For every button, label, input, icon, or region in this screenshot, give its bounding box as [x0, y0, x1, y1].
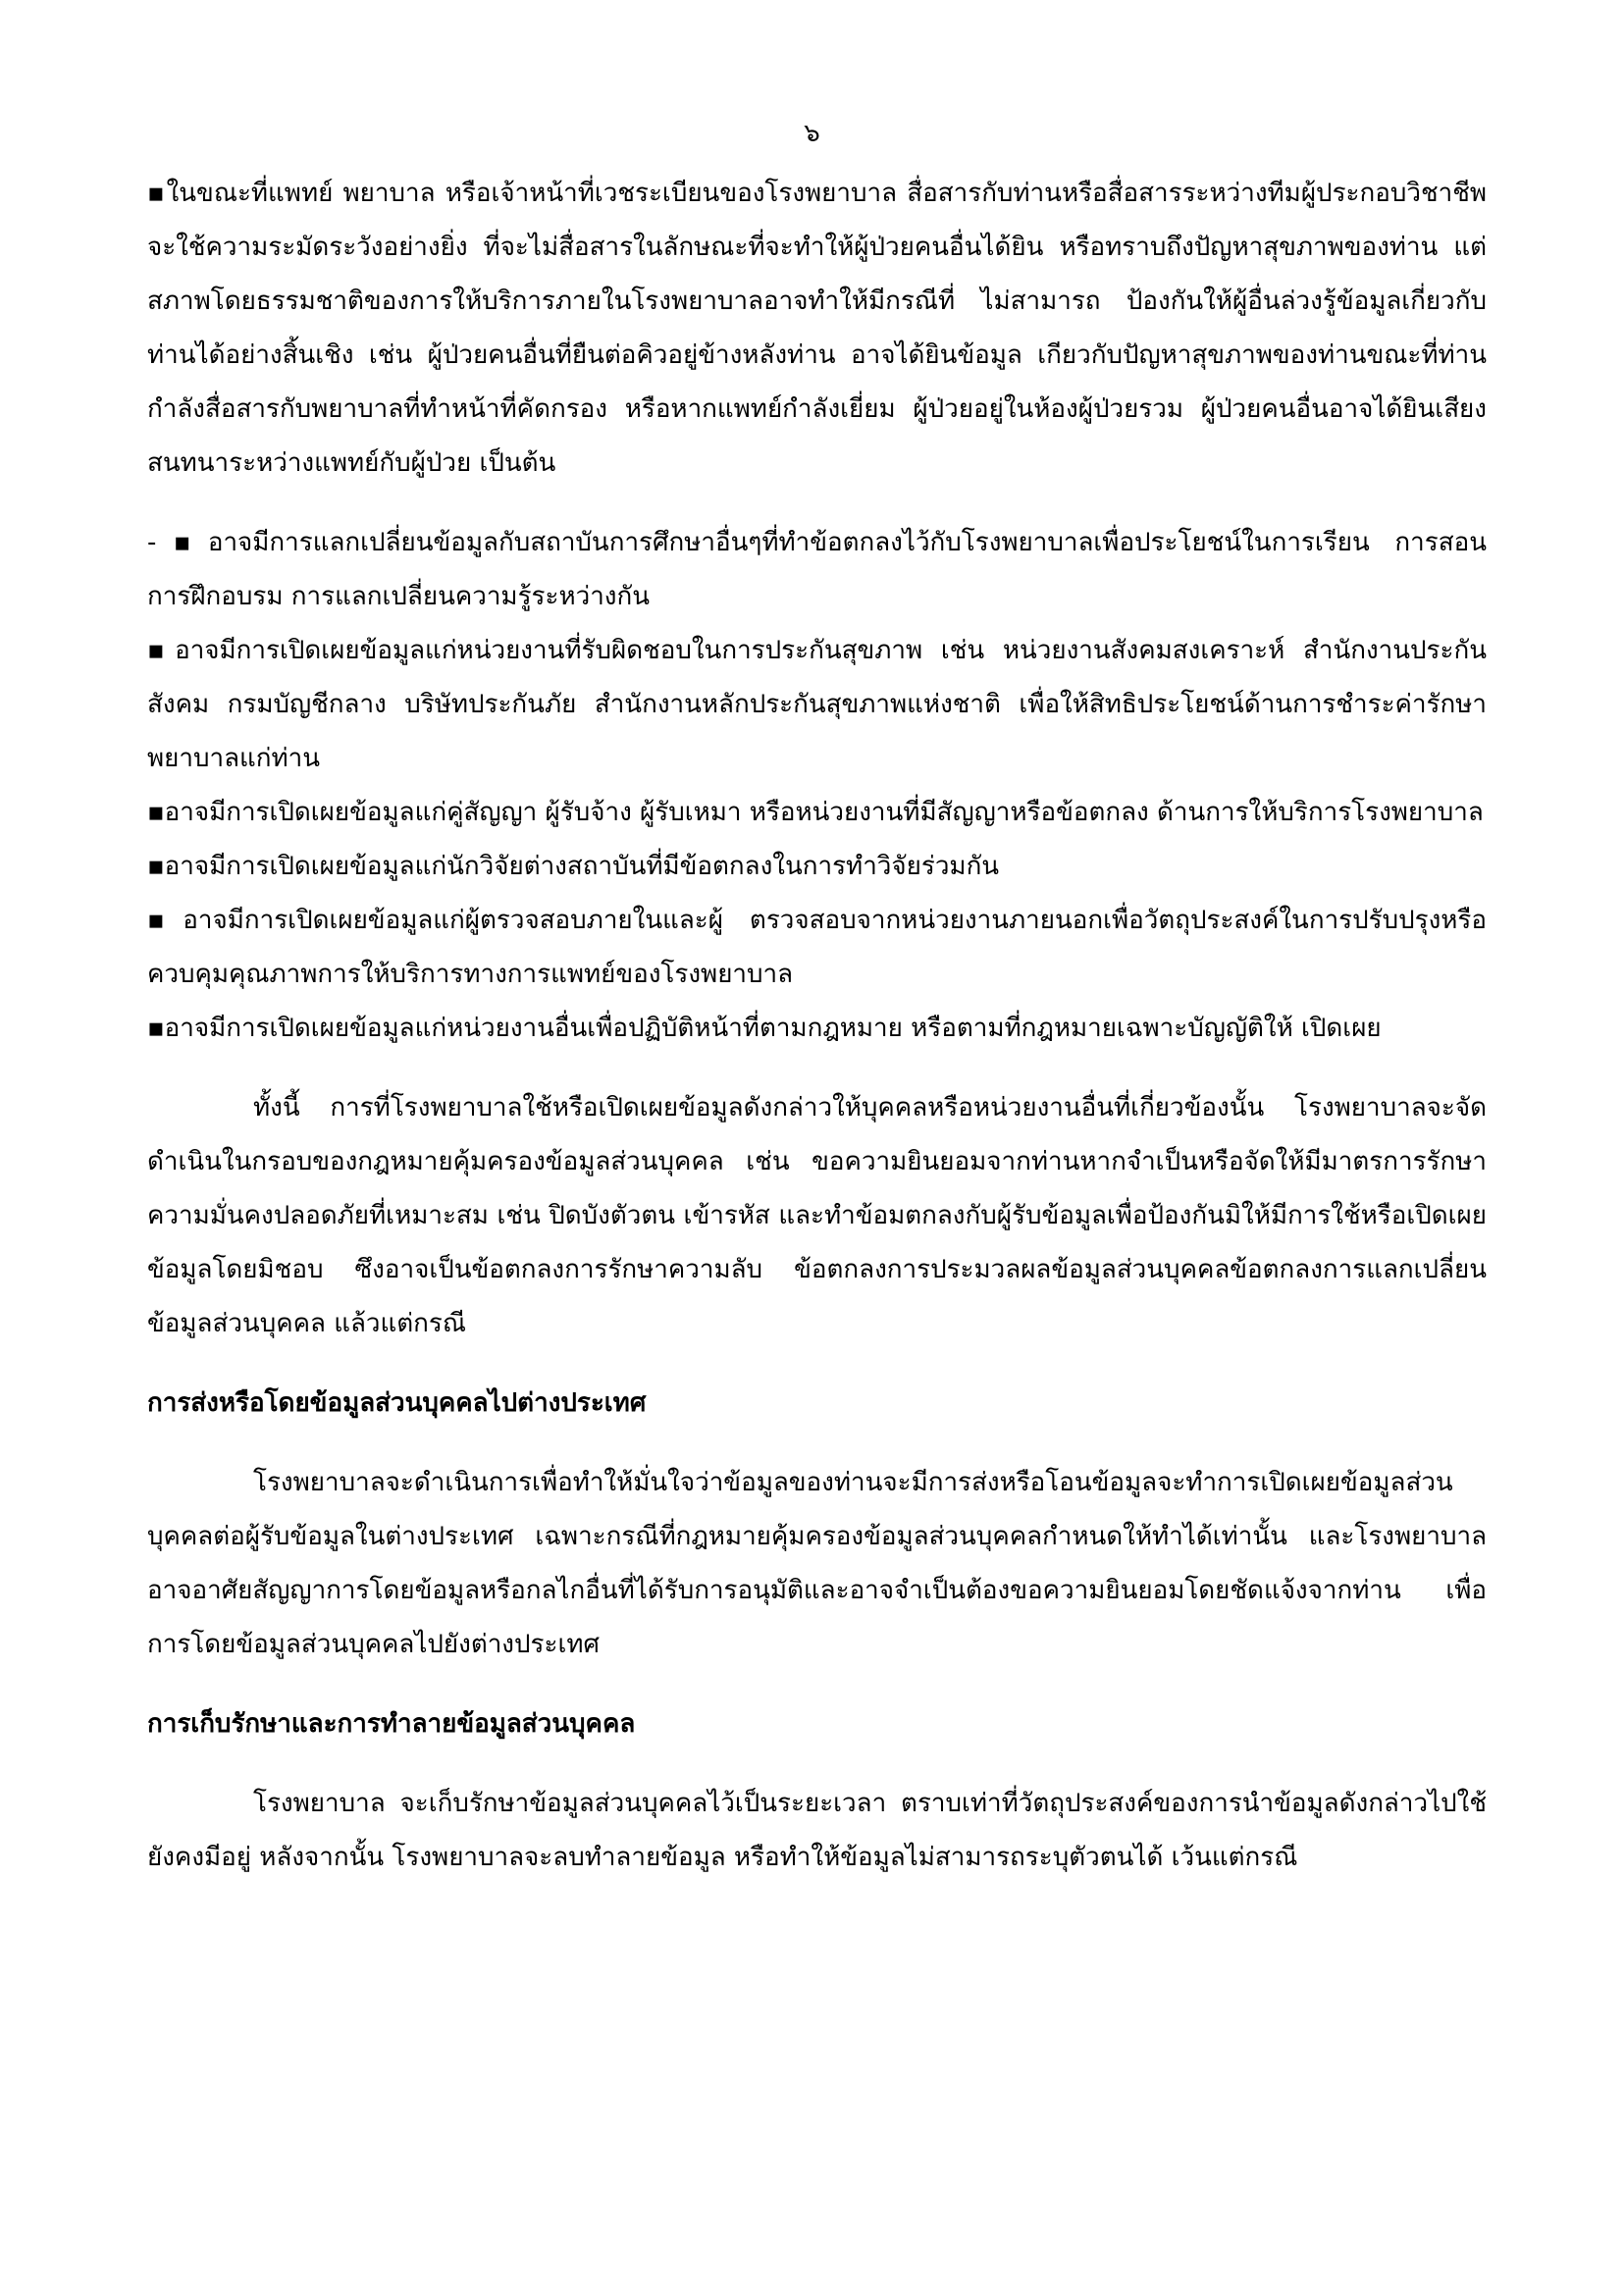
- paragraph-communication-privacy: ▪ในขณะที่แพทย์ พยาบาล หรือเจ้าหน้าที่เวชระเบียนของโรงพยาบาล สื่อสารกับท่านหรือสื่อสารระหว่างทีมผู้ประกอบวิชาชีพ จะใช้ความระมัดระวังอย่างยิ่ง ที่จะไม่สื่อสารในลักษณะที่จะทำให้ผู้ป่วยคนอื่นได้ยิน หรือทราบถึงปัญหาสุขภาพของท่าน แต่สภาพโดยธรรมชาติของการให้บริการภายในโรงพยาบาลอาจทำให้มีกรณีที่ ไม่สามารถ ป้องกันให้ผู้อื่นล่วงรู้ข้อมูลเกี่ยวกับท่านได้อย่างสิ้นเชิง เช่น ผู้ป่วยคนอื่นที่ยืนต่อคิวอยู่ข้างหลังท่าน อาจได้ยินข้อมูล เกียวกับปัญหาสุขภาพของท่านขณะที่ท่านกำลังสื่อสารกับพยาบาลที่ทำหน้าที่คัดกรอง หรือหากแพทย์กำลังเยี่ยม ผู้ป่วยอยู่ในห้องผู้ป่วยรวม ผู้ป่วยคนอื่นอาจได้ยินเสียงสนทนาระหว่างแพทย์กับผู้ป่วย เป็นต้น: [147, 179, 1487, 478]
- list-item: ▪อาจมีการเปิดเผยข้อมูลแก่คู่สัญญา ผู้รับจ้าง ผู้รับเหมา หรือหน่วยงานที่มีสัญญาหรือข้อตกลง ด้านการให้บริการโรงพยาบาล: [147, 798, 1484, 827]
- list-item: ▪อาจมีการเปิดเผยข้อมูลแก่หน่วยงานที่รับผิดชอบในการประกันสุขภาพ เช่น หน่วยงานสังคมสงเคราะห์ สำนักงานประกันสังคม กรมบัญชีกลาง บริษัทประกันภัย สำนักงานหลักประกันสุขภาพแห่งชาติ เพื่อให้สิทธิประโยชน์ด้านการชำระค่ารักษาพยาบาลแก่ท่าน: [147, 636, 1487, 773]
- list-item: ▪อาจมีการเปิดเผยข้อมูลแก่ผู้ตรวจสอบภายในและผู้ ตรวจสอบจากหน่วยงานภายนอกเพื่อวัตถุประสงค์ในการปรับปรุงหรือควบคุมคุณภาพการให้บริการทางการแพทย์ของโรงพยาบาล: [147, 906, 1487, 989]
- page-number: ๖: [804, 119, 820, 148]
- list-item: -▪อาจมีการแลกเปลี่ยนข้อมูลกับสถาบันการศึกษาอื่นๆที่ทำข้อตกลงไว้กับโรงพยาบาลเพื่อประโยชน์ในการเรียน การสอน การฝึกอบรม การแลกเปลี่ยนความรู้ระหว่างกัน: [147, 528, 1487, 611]
- paragraph-transfer: โรงพยาบาลจะดำเนินการเพื่อทำให้มั่นใจว่าข้อมูลของท่านจะมีการส่งหรือโอนข้อมูลจะทำการเปิดเผยข้อมูลส่วนบุคคลต่อผู้รับข้อมูลในต่างประเทศ เฉพาะกรณีที่กฎหมายคุ้มครองข้อมูลส่วนบุคคลกำหนดให้ทำได้เท่านั้น และโรงพยาบาล อาจอาศัยสัญญาการโดยข้อมูลหรือกลไกอื่นที่ได้รับการอนุมัติและอาจจำเป็นต้องขอความยินยอมโดยชัดแจ้งจากท่าน เพื่อการโดยข้อมูลส่วนบุคคลไปยังต่างประเทศ: [147, 1468, 1487, 1659]
- list-item: ▪อาจมีการเปิดเผยข้อมูลแก่หน่วยงานอื่นเพื่อปฏิบัติหน้าที่ตามกฎหมาย หรือตามที่กฎหมายเฉพาะบัญญัติให้ เปิดเผย: [147, 1014, 1382, 1043]
- section-heading-transfer: การส่งหรือโดยข้อมูลส่วนบุคคลไปต่างประเทศ: [147, 1388, 647, 1418]
- disclosure-list: [147, 516, 1487, 1056]
- section-heading-retention: การเก็บรักษาและการทำลายข้อมูลส่วนบุคคล: [147, 1709, 636, 1739]
- paragraph-retention: โรงพยาบาล จะเก็บรักษาข้อมูลส่วนบุคคลไว้เป็นระยะเวลา ตราบเท่าที่วัตถุประสงค์ของการนำข้อมูลดังกล่าวไปใช้ยังคงมีอยู่ หลังจากนั้น โรงพยาบาลจะลบทำลายข้อมูล หรือทำให้ข้อมูลไม่สามารถระบุตัวตนได้ เว้นแต่กรณี: [147, 1789, 1487, 1872]
- document-body: [147, 167, 1487, 1885]
- list-item: ▪อาจมีการเปิดเผยข้อมูลแก่นักวิจัยต่างสถาบันที่มีข้อตกลงในการทำวิจัยร่วมกัน: [147, 852, 1000, 881]
- paragraph-summary: ทั้งนี้ การที่โรงพยาบาลใช้หรือเปิดเผยข้อมูลดังกล่าวให้บุคคลหรือหน่วยงานอื่นที่เกี่ยวข้องนั้น โรงพยาบาลจะจัดดำเนินในกรอบของกฎหมายคุ้มครองข้อมูลส่วนบุคคล เช่น ขอความยินยอมจากท่านหากจำเป็นหรือจัดให้มีมาตรการรักษาความมั่นคงปลอดภัยที่เหมาะสม เช่น ปิดบังตัวตน เข้ารหัส และทำข้อมตกลงกับผู้รับข้อมูลเพื่อป้องกันมิให้มีการใช้หรือเปิดเผยข้อมูลโดยมิชอบ ซึงอาจเป็นข้อตกลงการรักษาความลับ ข้อตกลงการประมวลผลข้อมูลส่วนบุคคลข้อตกลงการแลกเปลี่ยนข้อมูลส่วนบุคคล แล้วแต่กรณี: [147, 1093, 1487, 1338]
